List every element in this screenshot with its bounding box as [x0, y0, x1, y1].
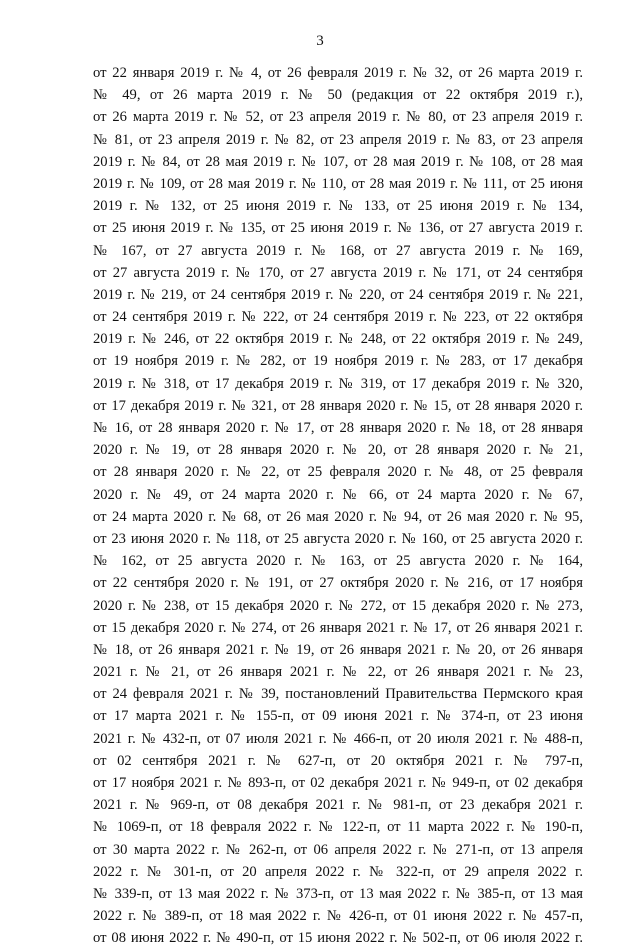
text-line: № 16, от 28 января 2020 г. № 17, от 28 января 2020 г. № 18, от 28 января	[93, 420, 583, 436]
text-line: 2019 г. № 246, от 22 октября 2019 г. № 248, от 22 октября 2019 г. № 249,	[93, 331, 583, 348]
text-line: № 18, от 26 января 2021 г. № 19, от 26 января 2021 г. № 20, от 26 января	[93, 641, 583, 658]
text-line: № 339-п, от 13 мая 2022 г. № 373-п, от 13 мая 2022 г. № 385-п, от 13 мая	[93, 885, 583, 902]
text-line: от 19 ноября 2019 г. № 282, от 19 ноября 2019 г. № 283, от 17 декабря	[93, 353, 583, 370]
text-line: от 30 марта 2022 г. № 262-п, от 06 апреля 2022 г. № 271-п, от 13 апреля	[93, 841, 583, 858]
body-text	[93, 62, 583, 950]
text-line: от 22 сентября 2020 г. № 191, от 27 октября 2020 г. № 216, от 17 ноября	[93, 575, 583, 592]
text-line: от 24 февраля 2021 г. № 39, постановлений Правительства Пермского края	[93, 686, 583, 703]
text-line: от 02 сентября 2021 г. № 627-п, от 20 октября 2021 г. № 797-п,	[93, 752, 583, 769]
text-line: от 25 июня 2019 г. № 135, от 25 июня 2019 г. № 136, от 27 августа 2019 г.	[93, 220, 583, 237]
text-line: 2019 г. № 84, от 28 мая 2019 г. № 107, от 28 мая 2019 г. № 108, от 28 мая	[93, 153, 583, 170]
text-line: от 15 декабря 2020 г. № 274, от 26 января 2021 г. № 17, от 26 января 2021 г.	[93, 619, 583, 636]
text-line: 2019 г. № 219, от 24 сентября 2019 г. № 220, от 24 сентября 2019 г. № 221,	[93, 286, 583, 303]
text-line: 2021 г. № 432-п, от 07 июля 2021 г. № 466-п, от 20 июля 2021 г. № 488-п,	[93, 730, 583, 747]
text-line: № 167, от 27 августа 2019 г. № 168, от 27 августа 2019 г. № 169,	[93, 242, 583, 259]
text-line: 2020 г. № 49, от 24 марта 2020 г. № 66, от 24 марта 2020 г. № 67,	[93, 486, 583, 503]
text-line: от 24 сентября 2019 г. № 222, от 24 сентября 2019 г. № 223, от 22 октября	[93, 309, 583, 326]
text-line: от 17 марта 2021 г. № 155-п, от 09 июня 2021 г. № 374-п, от 23 июня	[93, 708, 583, 725]
text-line: от 08 июня 2022 г. № 490-п, от 15 июня 2022 г. № 502-п, от 06 июля 2022 г.	[93, 930, 583, 947]
text-line: от 22 января 2019 г. № 4, от 26 февраля 2019 г. № 32, от 26 марта 2019 г.	[93, 65, 583, 81]
text-line: 2021 г. № 21, от 26 января 2021 г. № 22, от 26 января 2021 г. № 23,	[93, 664, 583, 681]
text-line: № 49, от 26 марта 2019 г. № 50 (редакция от 22 октября 2019 г.),	[93, 87, 583, 104]
text-line: от 27 августа 2019 г. № 170, от 27 августа 2019 г. № 171, от 24 сентября	[93, 264, 583, 281]
text-line: от 28 января 2020 г. № 22, от 25 февраля 2020 г. № 48, от 25 февраля	[93, 464, 583, 481]
text-line: 2019 г. № 132, от 25 июня 2019 г. № 133, от 25 июня 2019 г. № 134,	[93, 198, 583, 215]
page-number: 3	[316, 33, 324, 49]
text-line: от 26 марта 2019 г. № 52, от 23 апреля 2019 г. № 80, от 23 апреля 2019 г.	[93, 109, 583, 126]
text-line: 2019 г. № 318, от 17 декабря 2019 г. № 319, от 17 декабря 2019 г. № 320,	[93, 375, 583, 392]
text-line: № 1069-п, от 18 февраля 2022 г. № 122-п, от 11 марта 2022 г. № 190-п,	[93, 819, 583, 836]
text-line: № 81, от 23 апреля 2019 г. № 82, от 23 апреля 2019 г. № 83, от 23 апреля	[93, 131, 583, 148]
text-line: 2022 г. № 389-п, от 18 мая 2022 г. № 426-п, от 01 июня 2022 г. № 457-п,	[93, 908, 583, 925]
text-line: 2020 г. № 238, от 15 декабря 2020 г. № 272, от 15 декабря 2020 г. № 273,	[93, 597, 583, 614]
text-line: 2021 г. № 969-п, от 08 декабря 2021 г. № 981-п, от 23 декабря 2021 г.	[93, 797, 583, 814]
text-line: от 17 ноября 2021 г. № 893-п, от 02 декабря 2021 г. № 949-п, от 02 декабря	[93, 775, 583, 791]
text-line: от 17 декабря 2019 г. № 321, от 28 января 2020 г. № 15, от 28 января 2020 г.	[93, 397, 583, 414]
text-line: от 24 марта 2020 г. № 68, от 26 мая 2020 г. № 94, от 26 мая 2020 г. № 95,	[93, 508, 583, 525]
text-line: 2022 г. № 301-п, от 20 апреля 2022 г. № 322-п, от 29 апреля 2022 г.	[93, 863, 583, 880]
text-line: 2019 г. № 109, от 28 мая 2019 г. № 110, от 28 мая 2019 г. № 111, от 25 июня	[93, 175, 583, 192]
text-line: 2020 г. № 19, от 28 января 2020 г. № 20, от 28 января 2020 г. № 21,	[93, 442, 583, 459]
text-line: от 23 июня 2020 г. № 118, от 25 августа 2020 г. № 160, от 25 августа 2020 г.	[93, 530, 583, 547]
text-line: № 162, от 25 августа 2020 г. № 163, от 25 августа 2020 г. № 164,	[93, 553, 583, 570]
